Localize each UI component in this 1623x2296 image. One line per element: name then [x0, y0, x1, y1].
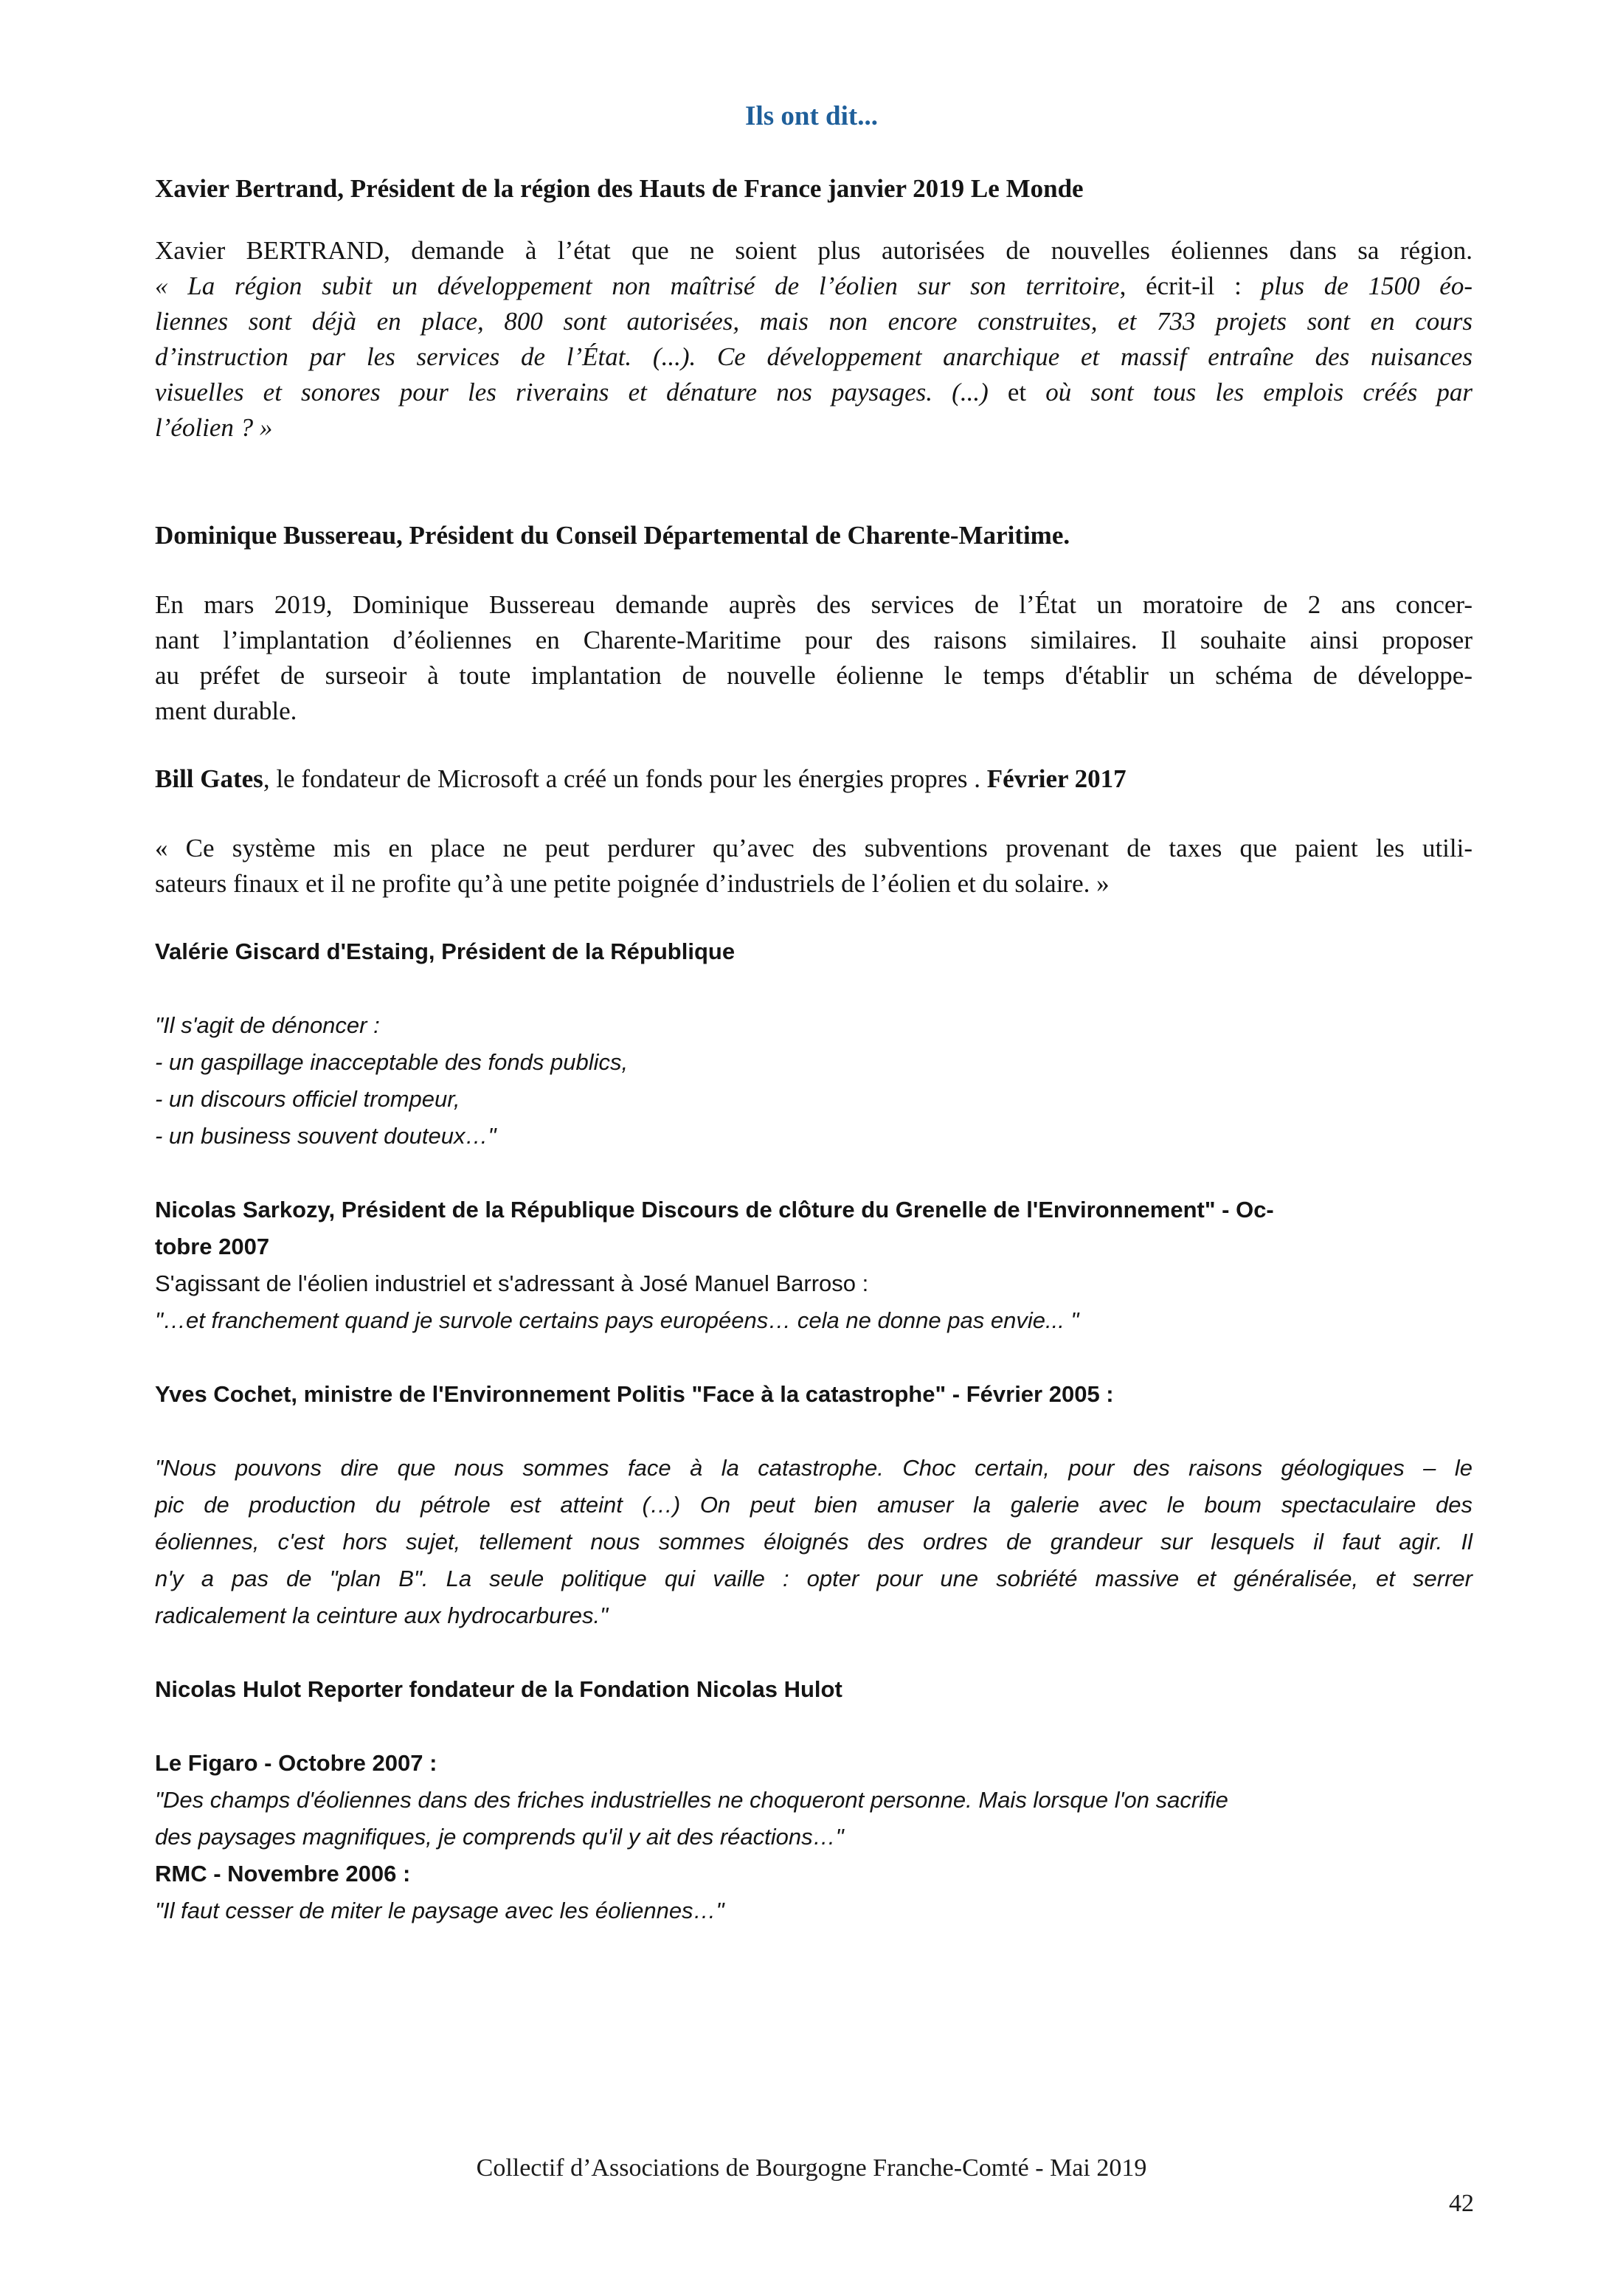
body-line: ment durable.	[155, 696, 297, 725]
speaker-description: , le fondateur de Microsoft a créé un fonds pour les énergies propres .	[263, 764, 987, 793]
quote-line: - un discours officiel trompeur,	[155, 1086, 460, 1112]
page-title: Ils ont dit...	[745, 101, 878, 131]
speaker-name: Bill Gates	[155, 764, 263, 793]
quote-line: éoliennes, c'est hors sujet, tellement nous sommes éloignés des ordres de grandeur sur lesquels il faut agir. Il	[155, 1529, 1473, 1555]
body-line: Xavier BERTRAND, demande à l’état que ne soient plus autorisées de nouvelles éoliennes dans sa région.	[155, 236, 1473, 265]
quote-line: - un gaspillage inacceptable des fonds publics,	[155, 1049, 629, 1075]
section-heading-hulot: Nicolas Hulot Reporter fondateur de la Fondation Nicolas Hulot	[155, 1676, 842, 1702]
page-number: 42	[1449, 2190, 1474, 2217]
section-heading-sarkozy-cont: tobre 2007	[155, 1234, 270, 1259]
section-heading-gates	[155, 766, 1127, 792]
page-footer: Collectif d’Associations de Bourgogne Franche-Comté - Mai 2019	[476, 2154, 1147, 2182]
section-heading-cochet: Yves Cochet, ministre de l'Environnement Politis "Face à la catastrophe" - Février 2005 :	[155, 1381, 1114, 1407]
context-line: S'agissant de l'éolien industriel et s'adressant à José Manuel Barroso :	[155, 1270, 869, 1296]
quote-line: radicalement la ceinture aux hydrocarbures."	[155, 1602, 609, 1628]
quote-line	[155, 379, 1473, 405]
source-label-figaro: Le Figaro - Octobre 2007 :	[155, 1750, 437, 1776]
quote-line: "…et franchement quand je survole certains pays européens… cela ne donne pas envie... "	[155, 1307, 1079, 1333]
quote-line: - un business souvent douteux…"	[155, 1123, 496, 1149]
attribution-text: , écrit-il :	[1119, 272, 1262, 300]
quote-text: plus de 1500 éo-	[1261, 272, 1473, 300]
section-heading-bertrand: Xavier Bertrand, Président de la région des Hauts de France janvier 2019 Le Monde	[155, 174, 1084, 203]
quote-line: « Ce système mis en place ne peut perdurer qu’avec des subventions provenant de taxes que paient les utili-	[155, 834, 1473, 862]
quote-line: l’éolien ? »	[155, 413, 273, 442]
body-line: nant l’implantation d’éoliennes en Charente-Maritime pour des raisons similaires. Il souhaite ainsi proposer	[155, 626, 1473, 654]
upright-text: et	[1007, 378, 1046, 407]
quote-line: "Des champs d'éoliennes dans des friches industrielles ne choqueront personne. Mais lorsque l'on sacrifie	[155, 1787, 1228, 1813]
quote-text: visuelles et sonores pour les riverains et dénature nos paysages. (...)	[155, 378, 1008, 407]
body-line: En mars 2019, Dominique Bussereau demande auprès des services de l’État un moratoire de 2 ans concer-	[155, 590, 1473, 619]
source-label-rmc: RMC - Novembre 2006 :	[155, 1861, 411, 1887]
section-heading-sarkozy: Nicolas Sarkozy, Président de la République Discours de clôture du Grenelle de l'Environnement" - Oc-	[155, 1197, 1274, 1223]
quote-line: n'y a pas de "plan B". La seule politique qui vaille : opter pour une sobriété massive et généralisée, et serrer	[155, 1566, 1473, 1591]
quote-line: pic de production du pétrole est atteint (…) On peut bien amuser la galerie avec le boum spectaculaire des	[155, 1492, 1473, 1518]
quote-line	[155, 273, 1473, 299]
quote-line: sateurs finaux et il ne profite qu’à une petite poignée d’industriels de l’éolien et du solaire. »	[155, 869, 1110, 898]
quote-line: d’instruction par les services de l’État. (...). Ce développement anarchique et massif entraîne des nuisances	[155, 342, 1473, 371]
section-heading-bussereau: Dominique Bussereau, Président du Conseil Départemental de Charente-Maritime.	[155, 521, 1070, 550]
quote-line: "Il faut cesser de miter le paysage avec les éoliennes…"	[155, 1898, 724, 1923]
section-heading-giscard: Valérie Giscard d'Estaing, Président de la République	[155, 938, 736, 964]
quote-line: "Il s'agit de dénoncer :	[155, 1012, 380, 1038]
quote-date: Février 2017	[986, 764, 1127, 793]
body-line: au préfet de surseoir à toute implantation de nouvelle éolienne le temps d'établir un schéma de développe-	[155, 661, 1473, 690]
quote-line: "Nous pouvons dire que nous sommes face à la catastrophe. Choc certain, pour des raisons géologiques – le	[155, 1455, 1473, 1481]
quote-text: « La région subit un développement non maîtrisé de l’éolien sur son territoire	[155, 272, 1120, 300]
quote-line: des paysages magnifiques, je comprends qu'il y ait des réactions…"	[155, 1824, 844, 1850]
quote-line: liennes sont déjà en place, 800 sont autorisées, mais non encore construites, et 733 projets sont en cours	[155, 307, 1473, 336]
quote-text: où sont tous les emplois créés par	[1045, 378, 1473, 407]
